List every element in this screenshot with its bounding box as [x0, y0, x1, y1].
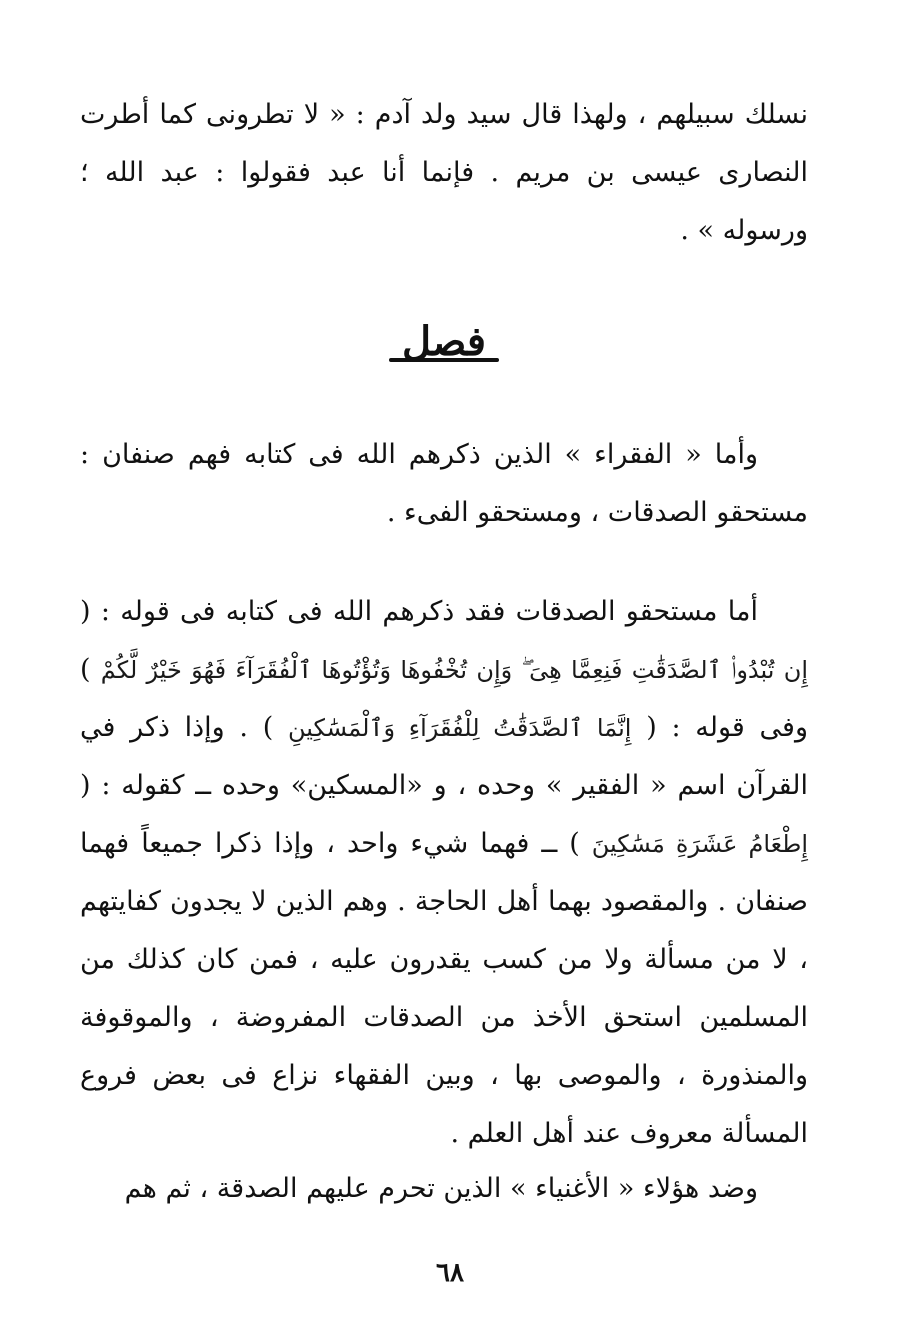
paragraph-text: ) ــ فهما شيء واحد ، وإذا ذكرا جميعاً فهما صنفان . والمقصود بهما أهل الحاجة . وهم الذين لا يجدون كفايتهم ، لا من مسألة ولا من كسب يقدرون عليه ، فمن كان كذلك من المسلمين استحق الأخذ من الصدقات المفروضة ، والموقوفة والمنذورة ، والموصى بها ، وبين الفقهاء نزاع فى بعض فروع المسألة معروف عند أهل العلم .	[80, 828, 808, 1149]
section-heading: فصل	[401, 318, 487, 365]
page-number: ٦٨	[436, 1258, 464, 1288]
section-heading-block	[80, 312, 808, 365]
paragraph-the-rich: وضد هؤلاء « الأغنياء » الذين تحرم عليهم الصدقة ، ثم هم	[124, 1173, 758, 1204]
quran-verse: إِطْعَامُ عَشَرَةِ مَسَٰكِينَ	[591, 830, 808, 858]
paragraph-poor-categories: وأما « الفقراء » الذين ذكرهم الله فى كتابه فهم صنفان : مستحقو الصدقات ، ومستحقو الفىء .	[80, 439, 808, 528]
paragraph-text: أما مستحقو الصدقات فقد ذكرهم الله فى كتابه فى قوله : (	[80, 596, 758, 627]
quran-verse: إِن تُبْدُوا۟ ٱلصَّدَقَٰتِ فَنِعِمَّا هِىَ ۖ وَإِن تُخْفُوهَا وَتُؤْتُوهَا ٱلْفُقَرَآءَ فَهُوَ خَيْرٌ لَّكُمْ	[100, 656, 808, 684]
intro-paragraph: نسلك سبيلهم ، ولهذا قال سيد ولد آدم : « لا تطرونى كما أطرت النصارى عيسى بن مريم . فإنما أنا عبد فقولوا : عبد الله ؛ ورسوله » .	[80, 99, 808, 246]
paragraph-text: ) وفى قوله : (	[80, 654, 809, 743]
paragraph-alms-recipients	[80, 583, 808, 1163]
paragraph-text: ) . وإذا ذكر في القرآن اسم « الفقير » وحده ، و «المسكين» وحده ــ كقوله : (	[80, 712, 808, 801]
quran-verse: إِنَّمَا ٱلصَّدَقَٰتُ لِلْفُقَرَآءِ وَٱلْمَسَٰكِينِ	[288, 714, 632, 742]
